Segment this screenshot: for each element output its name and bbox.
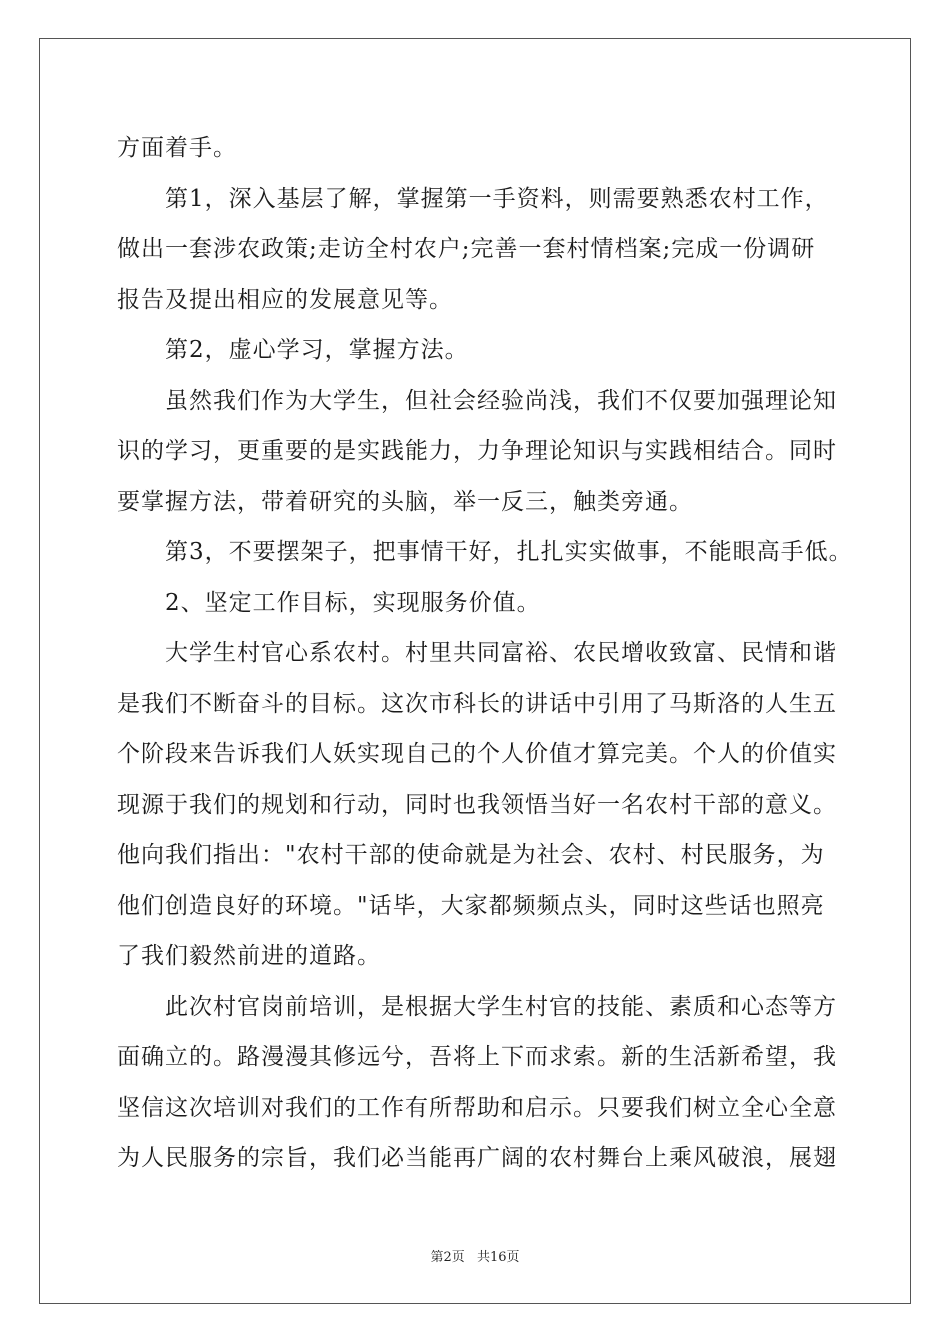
text-line: 此次村官岗前培训，是根据大学生村官的技能、素质和心态等方 bbox=[165, 993, 837, 1020]
text-line: 面确立的。路漫漫其修远兮，吾将上下而求索。新的生活新希望，我 bbox=[117, 1044, 837, 1070]
page-number: 第2页 bbox=[430, 1250, 465, 1265]
text-line: 第1，深入基层了解，掌握第一手资料，则需要熟悉农村工作， bbox=[165, 185, 829, 212]
text-line: 第3，不要摆架子，把事情干好，扎扎实实做事，不能眼高手低。 bbox=[165, 539, 853, 565]
text-line: 要掌握方法，带着研究的头脑，举一反三，触类旁通。 bbox=[117, 488, 693, 515]
page-footer bbox=[0, 1246, 950, 1265]
text-line: 识的学习，更重要的是实践能力，力争理论知识与实践相结合。同时 bbox=[117, 438, 837, 464]
text-line: 他向我们指出："农村干部的使命就是为社会、农村、村民服务，为 bbox=[117, 842, 825, 868]
text-line: 为人民服务的宗旨，我们必当能再广阔的农村舞台上乘风破浪，展翅 bbox=[117, 1145, 837, 1171]
text-line: 他们创造良好的环境。"话毕，大家都频频点头，同时这些话也照亮 bbox=[117, 892, 825, 919]
text-line: 现源于我们的规划和行动，同时也我领悟当好一名农村干部的意义。 bbox=[117, 791, 837, 818]
text-line: 是我们不断奋斗的目标。这次市科长的讲话中引用了马斯洛的人生五 bbox=[117, 690, 837, 717]
text-line: 虽然我们作为大学生，但社会经验尚浅，我们不仅要加强理论知 bbox=[165, 387, 837, 414]
document-body bbox=[117, 123, 853, 1184]
text-line: 个阶段来告诉我们人妖实现自己的个人价值才算完美。个人的价值实 bbox=[117, 741, 837, 767]
text-line: 坚信这次培训对我们的工作有所帮助和启示。只要我们树立全心全意 bbox=[117, 1094, 837, 1121]
text-line: 2、坚定工作目标，实现服务价值。 bbox=[165, 589, 541, 616]
text-line: 做出一套涉农政策;走访全村农户;完善一套村情档案;完成一份调研 bbox=[117, 236, 816, 262]
text-line: 方面着手。 bbox=[117, 135, 237, 161]
text-line: 大学生村官心系农村。村里共同富裕、农民增收致富、民情和谐 bbox=[165, 640, 837, 666]
text-line: 第2，虚心学习，掌握方法。 bbox=[165, 337, 469, 363]
text-line: 了我们毅然前进的道路。 bbox=[117, 943, 381, 969]
text-line: 报告及提出相应的发展意见等。 bbox=[117, 286, 453, 313]
page-total: 共16页 bbox=[476, 1250, 520, 1265]
